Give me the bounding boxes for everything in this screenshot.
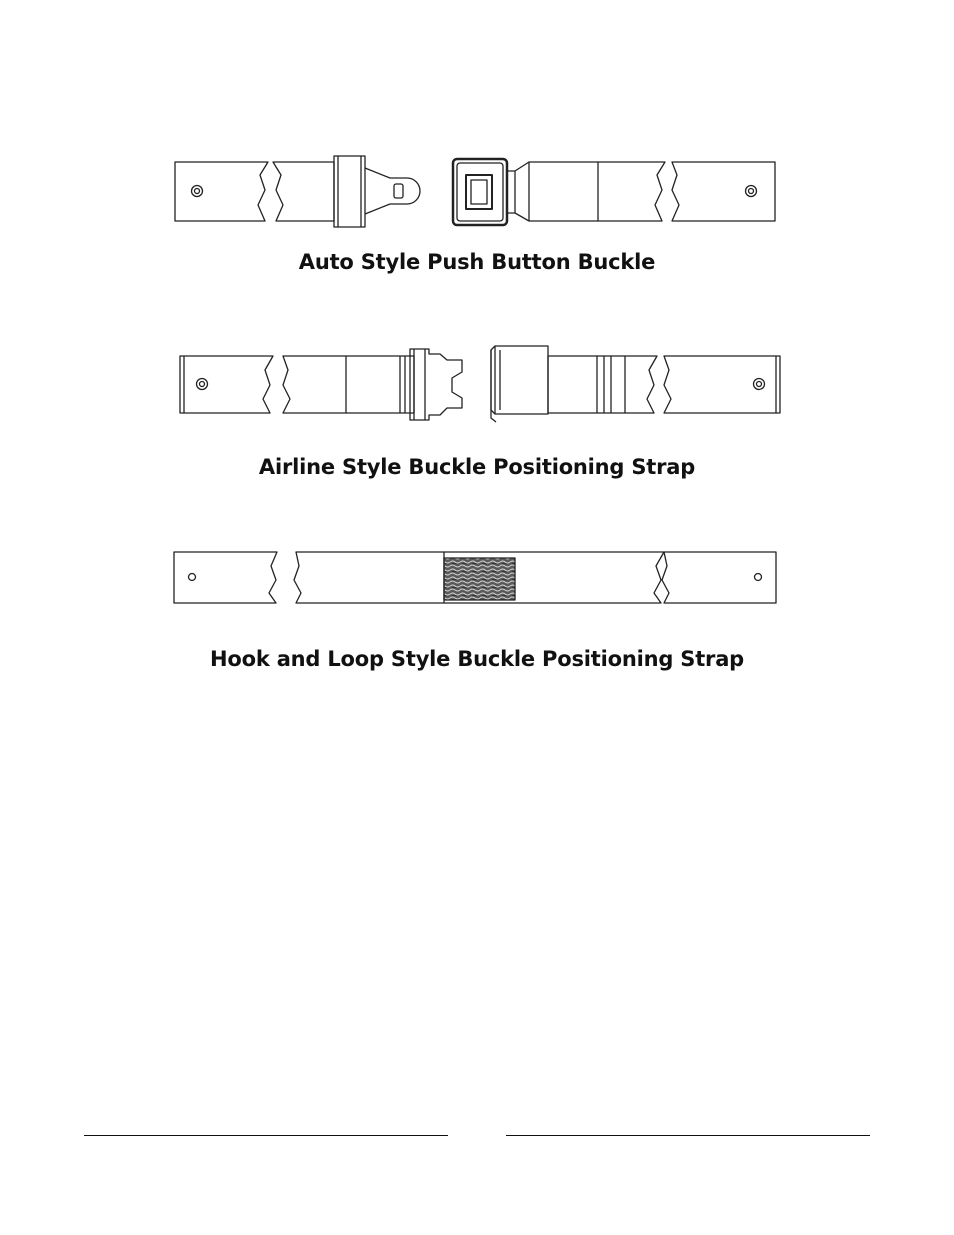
strap-end-left [174, 552, 277, 603]
hook-loop-patch [444, 558, 515, 600]
footer-rule-right [506, 1135, 870, 1136]
grommet-right [755, 574, 762, 581]
caption-airline-buckle: Airline Style Buckle Positioning Strap [258, 455, 696, 479]
footer-rule-left [84, 1135, 448, 1136]
strap-end-right [662, 552, 776, 603]
caption-auto-buckle: Auto Style Push Button Buckle [298, 250, 656, 274]
caption-hookloop-strap: Hook and Loop Style Buckle Positioning Strap [209, 647, 745, 671]
grommet-left [189, 574, 196, 581]
